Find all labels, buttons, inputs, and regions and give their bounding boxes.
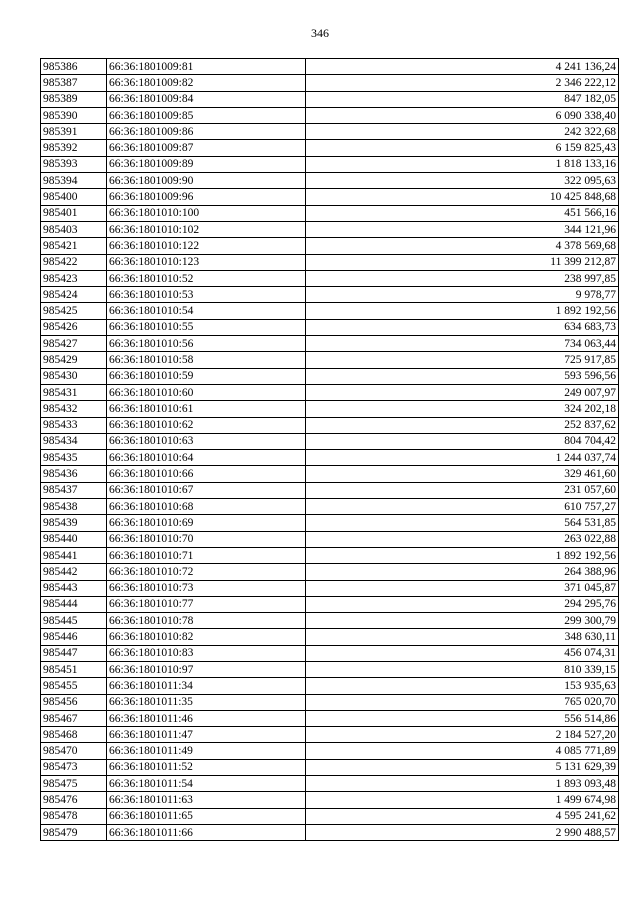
cadastral-number-cell: 66:36:1801010:72 [107, 564, 306, 580]
cadastral-number-cell: 66:36:1801009:96 [107, 189, 306, 205]
table-row [41, 140, 619, 156]
value-cell: 1 499 674,98 [306, 792, 619, 808]
row-number-cell: 985425 [41, 303, 107, 319]
row-number-cell: 985476 [41, 792, 107, 808]
cadastral-number-cell: 66:36:1801010:58 [107, 352, 306, 368]
value-cell: 6 090 338,40 [306, 107, 619, 123]
value-cell: 249 007,97 [306, 384, 619, 400]
value-cell: 329 461,60 [306, 466, 619, 482]
row-number-cell: 985431 [41, 384, 107, 400]
cadastral-number-cell: 66:36:1801011:46 [107, 710, 306, 726]
table-row [41, 776, 619, 792]
row-number-cell: 985390 [41, 107, 107, 123]
cadastral-number-cell: 66:36:1801010:100 [107, 205, 306, 221]
row-number-cell: 985394 [41, 173, 107, 189]
table-row [41, 531, 619, 547]
cadastral-number-cell: 66:36:1801010:61 [107, 401, 306, 417]
table-row [41, 205, 619, 221]
cadastral-number-cell: 66:36:1801011:63 [107, 792, 306, 808]
cadastral-number-cell: 66:36:1801010:102 [107, 221, 306, 237]
row-number-cell: 985445 [41, 613, 107, 629]
row-number-cell: 985478 [41, 808, 107, 824]
value-cell: 1 818 133,16 [306, 156, 619, 172]
value-cell: 1 893 093,48 [306, 776, 619, 792]
value-cell: 2 990 488,57 [306, 824, 619, 840]
table-row [41, 221, 619, 237]
row-number-cell: 985427 [41, 336, 107, 352]
value-cell: 1 244 037,74 [306, 450, 619, 466]
table-row [41, 824, 619, 840]
table-row [41, 433, 619, 449]
value-cell: 263 022,88 [306, 531, 619, 547]
table-row [41, 499, 619, 515]
cadastral-number-cell: 66:36:1801010:55 [107, 319, 306, 335]
cadastral-number-cell: 66:36:1801010:70 [107, 531, 306, 547]
value-cell: 322 095,63 [306, 173, 619, 189]
row-number-cell: 985443 [41, 580, 107, 596]
table-row [41, 743, 619, 759]
table-row [41, 645, 619, 661]
row-number-cell: 985442 [41, 564, 107, 580]
value-cell: 10 425 848,68 [306, 189, 619, 205]
table-row [41, 450, 619, 466]
table-row [41, 352, 619, 368]
value-cell: 4 378 569,68 [306, 238, 619, 254]
table-row [41, 792, 619, 808]
value-cell: 593 596,56 [306, 368, 619, 384]
table-row [41, 336, 619, 352]
value-cell: 344 121,96 [306, 221, 619, 237]
table-row [41, 303, 619, 319]
table-row [41, 368, 619, 384]
table-row [41, 694, 619, 710]
row-number-cell: 985479 [41, 824, 107, 840]
cadastral-number-cell: 66:36:1801010:73 [107, 580, 306, 596]
cadastral-number-cell: 66:36:1801010:59 [107, 368, 306, 384]
value-cell: 610 757,27 [306, 499, 619, 515]
row-number-cell: 985429 [41, 352, 107, 368]
row-number-cell: 985434 [41, 433, 107, 449]
value-cell: 634 683,73 [306, 319, 619, 335]
cadastral-number-cell: 66:36:1801010:53 [107, 287, 306, 303]
row-number-cell: 985451 [41, 661, 107, 677]
table-row [41, 482, 619, 498]
cadastral-number-cell: 66:36:1801010:82 [107, 629, 306, 645]
value-cell: 556 514,86 [306, 710, 619, 726]
table-row [41, 124, 619, 140]
cadastral-number-cell: 66:36:1801010:60 [107, 384, 306, 400]
cadastral-number-cell: 66:36:1801010:56 [107, 336, 306, 352]
table-row [41, 238, 619, 254]
table-row [41, 75, 619, 91]
page-number: 346 [311, 26, 329, 40]
cadastral-number-cell: 66:36:1801010:63 [107, 433, 306, 449]
value-cell: 810 339,15 [306, 661, 619, 677]
row-number-cell: 985441 [41, 547, 107, 563]
cadastral-number-cell: 66:36:1801011:65 [107, 808, 306, 824]
cadastral-number-cell: 66:36:1801010:77 [107, 596, 306, 612]
table-row [41, 727, 619, 743]
table-row [41, 173, 619, 189]
value-cell: 299 300,79 [306, 613, 619, 629]
row-number-cell: 985475 [41, 776, 107, 792]
cadastral-number-cell: 66:36:1801010:64 [107, 450, 306, 466]
cadastral-number-cell: 66:36:1801009:86 [107, 124, 306, 140]
cadastral-number-cell: 66:36:1801010:69 [107, 515, 306, 531]
cadastral-number-cell: 66:36:1801011:66 [107, 824, 306, 840]
table-row [41, 613, 619, 629]
cadastral-number-cell: 66:36:1801009:89 [107, 156, 306, 172]
value-cell: 1 892 192,56 [306, 303, 619, 319]
value-cell: 564 531,85 [306, 515, 619, 531]
row-number-cell: 985455 [41, 678, 107, 694]
cadastral-number-cell: 66:36:1801010:123 [107, 254, 306, 270]
table-row [41, 580, 619, 596]
cadastral-number-cell: 66:36:1801009:90 [107, 173, 306, 189]
cadastral-number-cell: 66:36:1801010:67 [107, 482, 306, 498]
row-number-cell: 985439 [41, 515, 107, 531]
table-row [41, 401, 619, 417]
row-number-cell: 985433 [41, 417, 107, 433]
value-cell: 4 085 771,89 [306, 743, 619, 759]
row-number-cell: 985436 [41, 466, 107, 482]
row-number-cell: 985389 [41, 91, 107, 107]
row-number-cell: 985447 [41, 645, 107, 661]
value-cell: 4 595 241,62 [306, 808, 619, 824]
value-cell: 4 241 136,24 [306, 59, 619, 75]
row-number-cell: 985387 [41, 75, 107, 91]
value-cell: 252 837,62 [306, 417, 619, 433]
row-number-cell: 985401 [41, 205, 107, 221]
cadastral-number-cell: 66:36:1801010:66 [107, 466, 306, 482]
cadastral-number-cell: 66:36:1801010:68 [107, 499, 306, 515]
value-cell: 1 892 192,56 [306, 547, 619, 563]
value-cell: 2 184 527,20 [306, 727, 619, 743]
row-number-cell: 985470 [41, 743, 107, 759]
table-row [41, 661, 619, 677]
row-number-cell: 985400 [41, 189, 107, 205]
value-cell: 371 045,87 [306, 580, 619, 596]
cadastral-number-cell: 66:36:1801010:83 [107, 645, 306, 661]
row-number-cell: 985392 [41, 140, 107, 156]
cadastral-number-cell: 66:36:1801010:97 [107, 661, 306, 677]
value-cell: 451 566,16 [306, 205, 619, 221]
row-number-cell: 985456 [41, 694, 107, 710]
row-number-cell: 985430 [41, 368, 107, 384]
cadastral-number-cell: 66:36:1801011:49 [107, 743, 306, 759]
row-number-cell: 985473 [41, 759, 107, 775]
row-number-cell: 985467 [41, 710, 107, 726]
value-cell: 324 202,18 [306, 401, 619, 417]
cadastral-number-cell: 66:36:1801011:54 [107, 776, 306, 792]
value-cell: 5 131 629,39 [306, 759, 619, 775]
row-number-cell: 985435 [41, 450, 107, 466]
row-number-cell: 985444 [41, 596, 107, 612]
row-number-cell: 985437 [41, 482, 107, 498]
row-number-cell: 985423 [41, 270, 107, 286]
value-cell: 153 935,63 [306, 678, 619, 694]
cadastral-number-cell: 66:36:1801010:122 [107, 238, 306, 254]
value-cell: 242 322,68 [306, 124, 619, 140]
table-row [41, 59, 619, 75]
row-number-cell: 985440 [41, 531, 107, 547]
table-row [41, 384, 619, 400]
cadastral-number-cell: 66:36:1801011:47 [107, 727, 306, 743]
cadastral-number-cell: 66:36:1801009:87 [107, 140, 306, 156]
row-number-cell: 985403 [41, 221, 107, 237]
value-cell: 348 630,11 [306, 629, 619, 645]
table-row [41, 319, 619, 335]
table-row [41, 678, 619, 694]
cadastral-number-cell: 66:36:1801009:81 [107, 59, 306, 75]
cadastral-number-cell: 66:36:1801010:52 [107, 270, 306, 286]
value-cell: 231 057,60 [306, 482, 619, 498]
row-number-cell: 985421 [41, 238, 107, 254]
value-cell: 11 399 212,87 [306, 254, 619, 270]
value-cell: 725 917,85 [306, 352, 619, 368]
value-cell: 9 978,77 [306, 287, 619, 303]
row-number-cell: 985386 [41, 59, 107, 75]
table-row [41, 254, 619, 270]
table-row [41, 710, 619, 726]
value-cell: 238 997,85 [306, 270, 619, 286]
value-cell: 294 295,76 [306, 596, 619, 612]
table-row [41, 629, 619, 645]
value-cell: 765 020,70 [306, 694, 619, 710]
table-row [41, 417, 619, 433]
row-number-cell: 985438 [41, 499, 107, 515]
table-row [41, 564, 619, 580]
row-number-cell: 985426 [41, 319, 107, 335]
cadastral-number-cell: 66:36:1801010:54 [107, 303, 306, 319]
table-row [41, 515, 619, 531]
row-number-cell: 985393 [41, 156, 107, 172]
value-cell: 6 159 825,43 [306, 140, 619, 156]
table-row [41, 808, 619, 824]
cadastral-number-cell: 66:36:1801009:85 [107, 107, 306, 123]
value-cell: 847 182,05 [306, 91, 619, 107]
cadastral-number-cell: 66:36:1801009:84 [107, 91, 306, 107]
value-cell: 264 388,96 [306, 564, 619, 580]
row-number-cell: 985468 [41, 727, 107, 743]
table-row [41, 270, 619, 286]
cadastral-number-cell: 66:36:1801011:34 [107, 678, 306, 694]
cadastral-value-table [40, 58, 619, 841]
table-row [41, 156, 619, 172]
table-row [41, 547, 619, 563]
table-row [41, 189, 619, 205]
row-number-cell: 985422 [41, 254, 107, 270]
row-number-cell: 985424 [41, 287, 107, 303]
row-number-cell: 985391 [41, 124, 107, 140]
cadastral-number-cell: 66:36:1801009:82 [107, 75, 306, 91]
value-cell: 804 704,42 [306, 433, 619, 449]
cadastral-number-cell: 66:36:1801011:35 [107, 694, 306, 710]
table-row [41, 596, 619, 612]
table-row [41, 466, 619, 482]
row-number-cell: 985446 [41, 629, 107, 645]
value-cell: 456 074,31 [306, 645, 619, 661]
table-row [41, 107, 619, 123]
table-row [41, 287, 619, 303]
cadastral-number-cell: 66:36:1801010:62 [107, 417, 306, 433]
value-cell: 734 063,44 [306, 336, 619, 352]
cadastral-number-cell: 66:36:1801010:71 [107, 547, 306, 563]
value-cell: 2 346 222,12 [306, 75, 619, 91]
cadastral-number-cell: 66:36:1801010:78 [107, 613, 306, 629]
cadastral-number-cell: 66:36:1801011:52 [107, 759, 306, 775]
table-row [41, 91, 619, 107]
row-number-cell: 985432 [41, 401, 107, 417]
table-row [41, 759, 619, 775]
table-body [41, 59, 619, 841]
